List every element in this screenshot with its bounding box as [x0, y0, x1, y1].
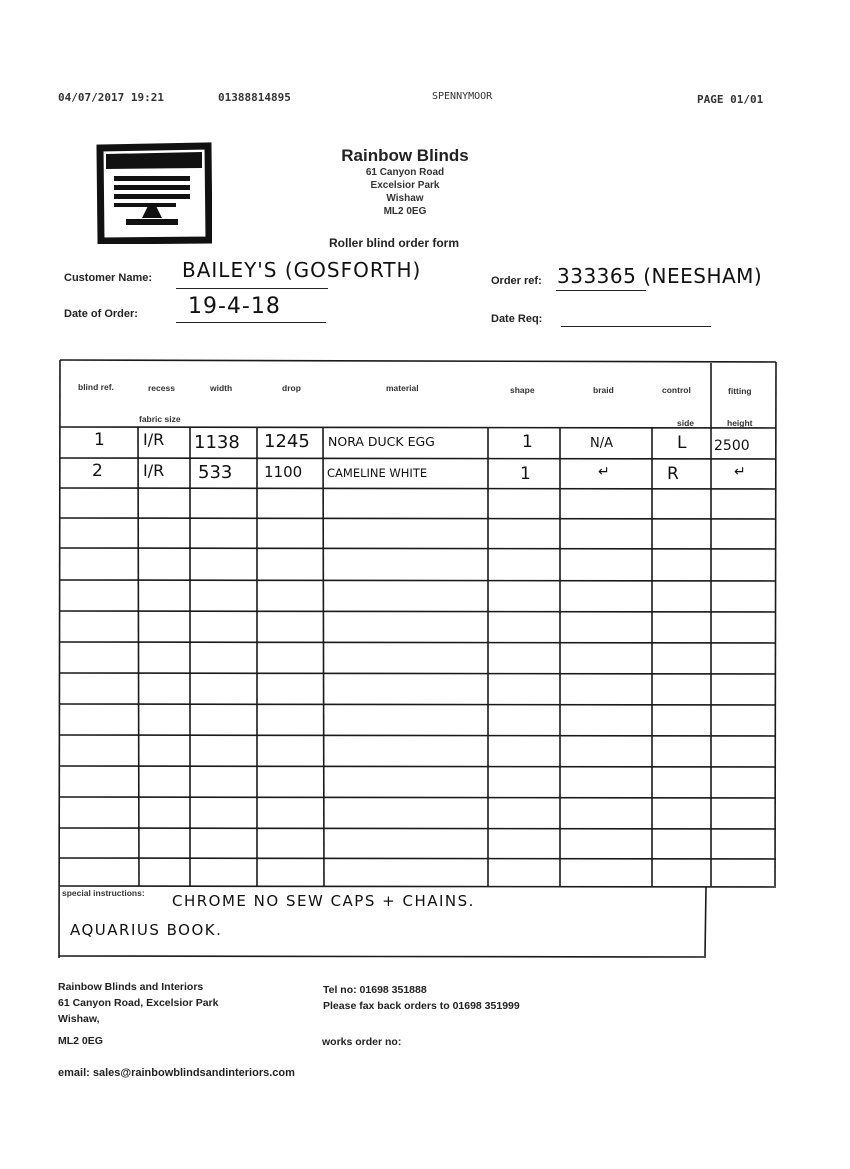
company-address-line3: Wishaw: [386, 193, 424, 204]
order-ref-value[interactable]: 333365 (NEESHAM): [557, 264, 763, 288]
header-drop: drop: [282, 383, 301, 393]
row2-shape[interactable]: 1: [520, 464, 531, 484]
row1-width[interactable]: 1138: [194, 432, 240, 453]
row1-drop[interactable]: 1245: [264, 431, 310, 452]
footer-postcode: ML2 0EG: [58, 1035, 103, 1047]
header-fitting: fitting: [728, 386, 752, 396]
row1-fitting[interactable]: 2500: [714, 438, 750, 454]
row1-material[interactable]: NORA DUCK EGG: [328, 434, 435, 449]
header-fabric-size: fabric size: [139, 414, 181, 424]
date-req-label: Date Req:: [491, 313, 543, 325]
form-title: Roller blind order form: [329, 236, 460, 250]
company-address-line1: 61 Canyon Road: [365, 167, 445, 178]
company-name: Rainbow Blinds: [341, 146, 469, 165]
company-address-line2: Excelsior Park: [370, 180, 440, 191]
row1-recess[interactable]: I/R: [143, 430, 165, 449]
header-width: width: [210, 383, 233, 393]
fax-number: 01388814895: [218, 91, 291, 104]
row2-material[interactable]: CAMELINE WHITE: [327, 466, 428, 480]
customer-name-label: Customer Name:: [64, 272, 153, 284]
row2-fitting[interactable]: ↵: [734, 464, 746, 480]
special-instructions-label: special instructions:: [62, 888, 145, 898]
order-ref-label: Order ref:: [491, 275, 542, 287]
row1-shape[interactable]: 1: [522, 432, 533, 452]
special-instructions-line1[interactable]: CHROME NO SEW CAPS + CHAINS.: [172, 892, 475, 910]
footer-email[interactable]: email: sales@rainbowblindsandinteriors.com: [58, 1067, 295, 1079]
row2-width[interactable]: 533: [198, 462, 233, 483]
header-control: control: [662, 385, 691, 395]
row2-ref[interactable]: 2: [92, 461, 103, 481]
footer-works-order: works order no:: [322, 1036, 402, 1048]
date-of-order-label: Date of Order:: [64, 308, 138, 320]
row2-drop[interactable]: 1100: [264, 463, 303, 481]
footer-company: Rainbow Blinds and Interiors: [58, 981, 204, 993]
row1-ref[interactable]: 1: [94, 430, 105, 450]
customer-name-value[interactable]: BAILEY'S (GOSFORTH): [182, 258, 422, 282]
row2-recess[interactable]: I/R: [143, 461, 165, 480]
row2-braid[interactable]: ↵: [598, 464, 610, 480]
header-height: height: [727, 418, 753, 428]
special-instructions-line2[interactable]: AQUARIUS BOOK.: [70, 921, 223, 939]
row1-control[interactable]: L: [677, 433, 687, 453]
company-postcode: ML2 0EG: [383, 206, 427, 217]
header-braid: braid: [593, 385, 614, 395]
fax-page: PAGE 01/01: [697, 93, 764, 106]
date-of-order-value[interactable]: 19-4-18: [188, 294, 281, 319]
header-blind-ref: blind ref.: [78, 382, 114, 392]
footer-tel: Tel no: 01698 351888: [323, 984, 427, 996]
header-shape: shape: [510, 385, 535, 395]
footer-address1: 61 Canyon Road, Excelsior Park: [58, 997, 219, 1009]
footer-fax: Please fax back orders to 01698 351999: [323, 1000, 520, 1012]
header-material: material: [386, 383, 419, 393]
row1-braid[interactable]: N/A: [590, 436, 613, 451]
header-recess: recess: [148, 383, 175, 393]
header-side: side: [677, 418, 695, 428]
fax-datetime: 04/07/2017 19:21: [58, 91, 164, 104]
row2-control[interactable]: R: [667, 464, 679, 484]
footer-address2: Wishaw,: [58, 1013, 100, 1025]
fax-location: SPENNYMOOR: [432, 91, 493, 102]
